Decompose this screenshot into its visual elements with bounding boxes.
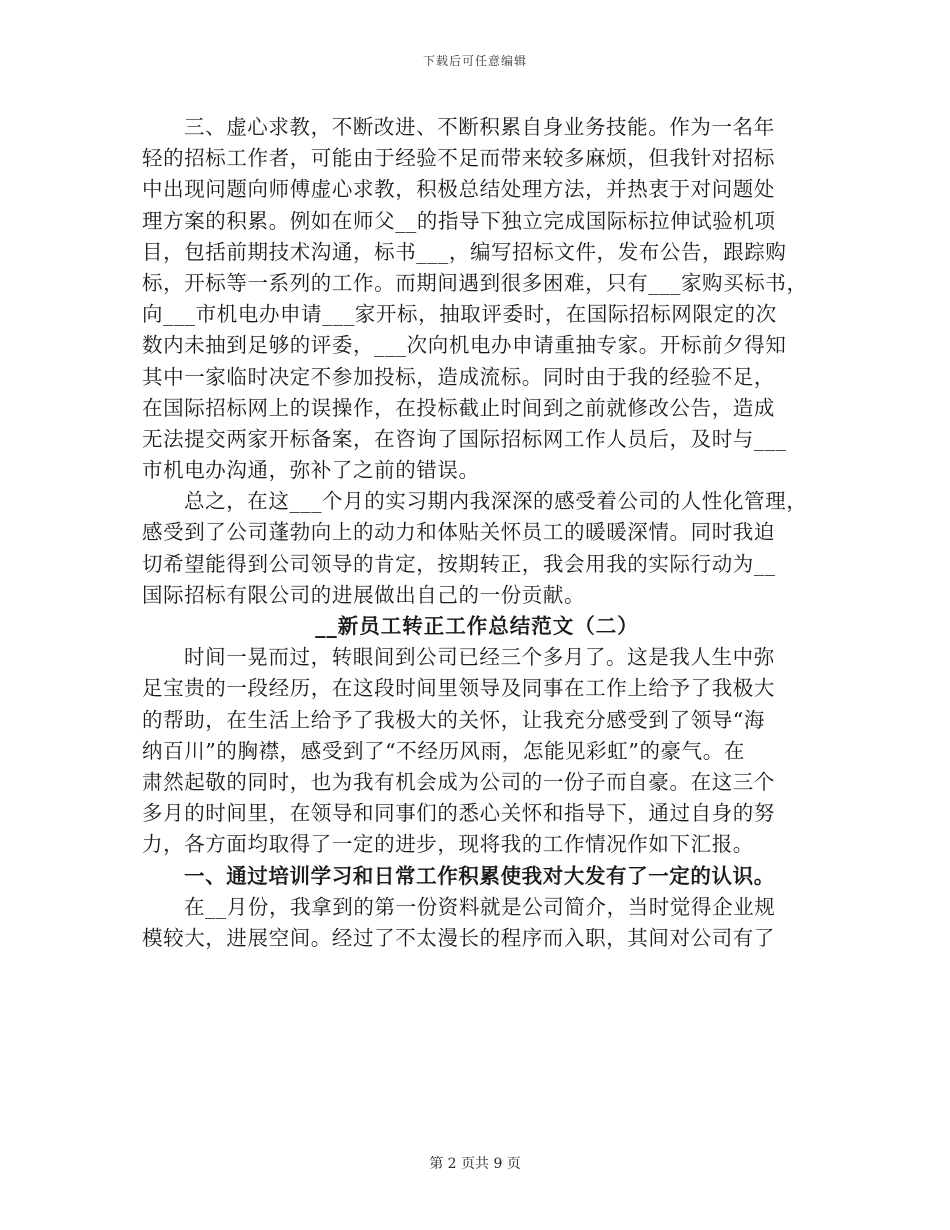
text-line: 目，包括前期技术沟通，标书___，编写招标文件，发布公告，跟踪购 (142, 239, 787, 264)
text-line: 在国际招标网上的误操作，在投标截止时间到之前就修改公告，造成 (142, 395, 775, 420)
text-line: 向___市机电办申请___家开标，抽取评委时，在国际招标网限定的次 (142, 302, 777, 327)
text-line: 其中一家临时决定不参加投标，造成流标。同时由于我的经验不足， (142, 364, 775, 389)
text-line: 市机电办沟通，弥补了之前的错误。 (142, 458, 480, 483)
text-line: 数内未抽到足够的评委，___次向机电办申请重抽专家。开标前夕得知 (142, 333, 787, 358)
text-line: 无法提交两家开标备案，在咨询了国际招标网工作人员后，及时与___ (142, 426, 787, 451)
text-line: 在__月份，我拿到的第一份资料就是公司简介，当时觉得企业规 (184, 894, 776, 919)
text-line: 多月的时间里，在领导和同事们的悉心关怀和指导下，通过自身的努 (142, 801, 775, 826)
text-line: 标，开标等一系列的工作。而期间遇到很多困难，只有___家购买标书， (142, 270, 808, 295)
text-line: 总之，在这___个月的实习期内我深深的感受着公司的人性化管理， (184, 489, 808, 514)
text-line: 轻的招标工作者，可能由于经验不足而带来较多麻烦，但我针对招标 (142, 146, 775, 171)
text-line: 中出现问题向师傅虚心求教，积极总结处理方法，并热衷于对问题处 (142, 177, 775, 202)
text-line: 的帮助，在生活上给予了我极大的关怀，让我充分感受到了领导“海 (142, 707, 765, 732)
text-line: 三、虚心求教，不断改进、不断积累自身业务技能。作为一名年 (184, 115, 775, 139)
text-line: 力，各方面均取得了一定的进步，现将我的工作情况作如下汇报。 (142, 832, 754, 857)
text-line: 模较大，进展空间。经过了不太漫长的程序而入职，其间对公司有了 (142, 925, 775, 950)
text-line: 理方案的积累。例如在师父__的指导下独立完成国际标拉伸试验机项 (142, 208, 776, 233)
text-line: 时间一晃而过，转眼间到公司已经三个多月了。这是我人生中弥 (184, 645, 775, 670)
document-body (142, 112, 812, 954)
text-line: 足宝贵的一段经历，在这段时间里领导及同事在工作上给予了我极大 (142, 676, 775, 701)
page-header: 下载后可任意编辑 (422, 54, 527, 68)
section-heading: 一、通过培训学习和日常工作积累使我对大发有了一定的认识。 (184, 863, 775, 888)
text-line: 切希望能得到公司领导的肯定，按期转正，我会用我的实际行动为__ (142, 551, 776, 576)
section-title: __新员工转正工作总结范文（二） (315, 614, 639, 638)
text-line: 肃然起敬的同时，也为我有机会成为公司的一份子而自豪。在这三个 (142, 769, 775, 794)
text-line: 国际招标有限公司的进展做出自己的一份贡献。 (142, 582, 586, 607)
text-line: 纳百川”的胸襟，感受到了“不经历风雨，怎能见彩虹”的豪气。在 (142, 738, 745, 763)
page-footer: 第 2 页共 9 页 (429, 1156, 521, 1172)
text-line: 感受到了公司蓬勃向上的动力和体贴关怀员工的暖暖深情。同时我迫 (142, 520, 775, 545)
